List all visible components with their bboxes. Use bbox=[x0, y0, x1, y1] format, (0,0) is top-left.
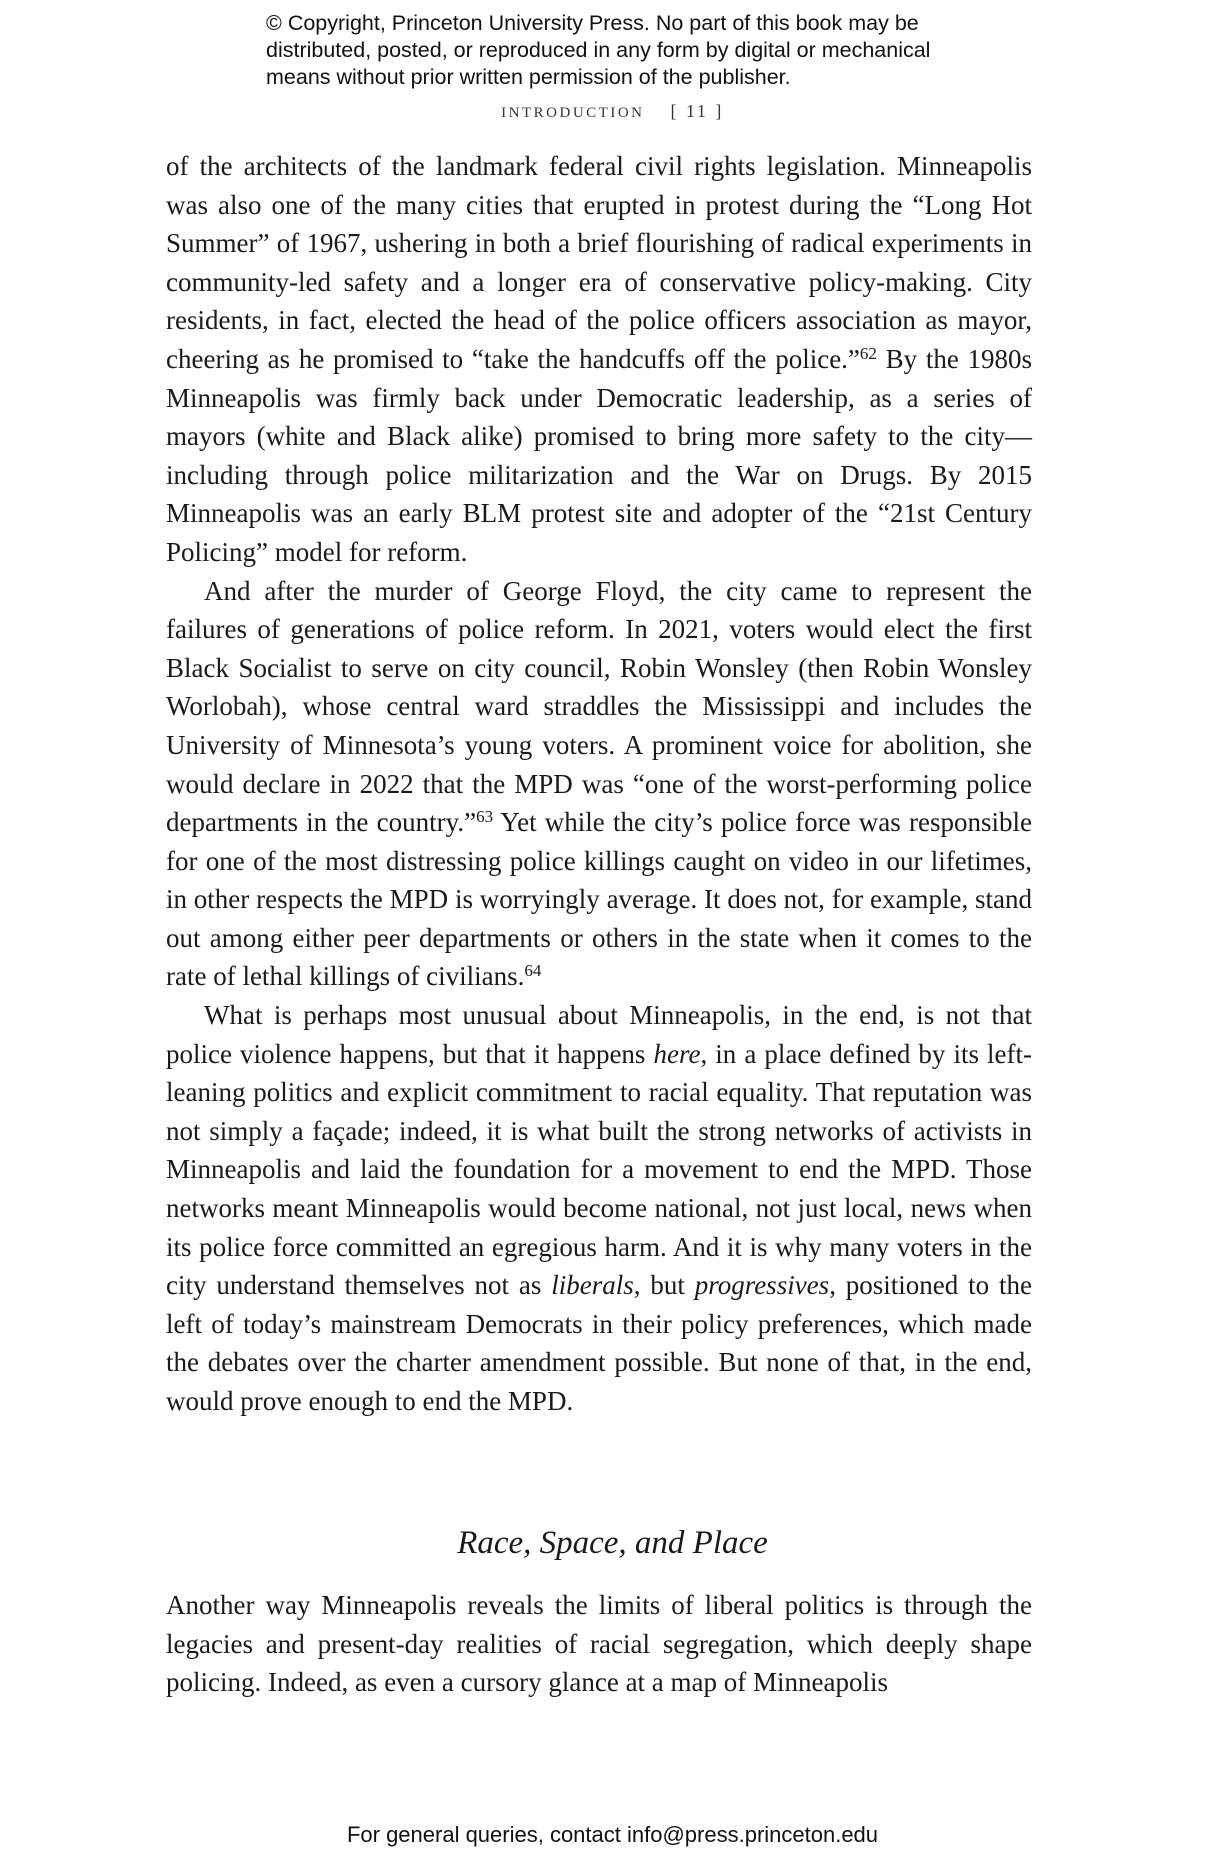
paragraph-2-text-b: Yet while the city’s police force was responsible for one of the most distressing police killings caught on video in our lifetimes, in other respects the MPD is worryingly average. It does not, for example, stand out among either peer departments or others in the state when it comes to the rate of lethal killings of civilians. bbox=[166, 807, 1032, 992]
footnote-ref-63[interactable]: 63 bbox=[476, 807, 494, 827]
paragraph-3-text-b: , in a place defined by its left-leaning politics and explicit commitment to racial equality. That reputation was not simply a façade; indeed, it is what built the strong networks of activists in Minneapolis and laid the foundation for a movement to end the MPD. Those networks meant Minneapolis would become national, not just local, news when its police force committed an egregious harm. And it is why many voters in the city understand themselves not as bbox=[166, 1038, 1032, 1301]
emphasis-progressives: progressives bbox=[694, 1270, 830, 1301]
running-head bbox=[0, 98, 1225, 123]
copyright-line-3: means without prior written permission of the publisher. bbox=[266, 65, 791, 89]
paragraph-1-text-a: of the architects of the landmark federal civil rights legislation. Minneapolis was also one of the many cities that erupted in protest during the “Long Hot Summer” of 1967, ushering in both a brief flourishing of radical experiments in community-led safety and a longer era of conservative policy-making. City residents, in fact, elected the head of the police officers association as mayor, cheering as he promised to “take the handcuffs off the police.” bbox=[166, 151, 1032, 374]
paragraph-4: Another way Minneapolis reveals the limits of liberal politics is through the legacies and present-day realities of racial segregation, which deeply shape policing. Indeed, as even a cursory glance at a map of Minneapolis bbox=[166, 1590, 1032, 1698]
paragraph-3 bbox=[166, 996, 1032, 1421]
body-text bbox=[166, 147, 1032, 1421]
paragraph-3-text-a: What is perhaps most unusual about Minneapolis, in the end, is not that police violence happens, but that it happens bbox=[166, 1000, 1032, 1069]
footnote-ref-62[interactable]: 62 bbox=[859, 343, 877, 363]
page-number: [ 11 ] bbox=[670, 101, 724, 121]
paragraph-3-text-c: , but bbox=[633, 1270, 695, 1301]
paragraph-1 bbox=[166, 147, 1032, 572]
footnote-ref-64[interactable]: 64 bbox=[524, 961, 542, 981]
emphasis-here: here bbox=[653, 1038, 701, 1069]
paragraph-2 bbox=[166, 572, 1032, 997]
running-head-section: introduction bbox=[501, 98, 645, 122]
copyright-line-1: © Copyright, Princeton University Press. No part of this book may be bbox=[266, 11, 919, 35]
paragraph-3-text-d: , positioned to the left of today’s mainstream Democrats in their policy preferences, which made the debates over the charter amendment possible. But none of that, in the end, would prove enough to end the MPD. bbox=[166, 1270, 1032, 1416]
footer-contact: For general queries, contact info@press.princeton.edu bbox=[346, 1822, 879, 1847]
copyright-notice bbox=[266, 10, 986, 91]
section-heading: Race, Space, and Place bbox=[457, 1525, 768, 1561]
paragraph-2-text-a: And after the murder of George Floyd, the city came to represent the failures of generations of police reform. In 2021, voters would elect the first Black Socialist to serve on city council, Robin Wonsley (then Robin Wonsley Worlobah), whose central ward straddles the Mississippi and includes the University of Minnesota’s young voters. A prominent voice for abolition, she would declare in 2022 that the MPD was “one of the worst-performing police departments in the country.” bbox=[166, 575, 1032, 838]
copyright-line-2: distributed, posted, or reproduced in any form by digital or mechanical bbox=[266, 38, 931, 62]
body-text-after-heading bbox=[166, 1586, 1032, 1702]
emphasis-liberals: liberals bbox=[551, 1270, 634, 1301]
paragraph-1-text-b: By the 1980s Minneapolis was firmly back under Democratic leadership, as a series of mayors (white and Black alike) promised to bring more safety to the city—including through police militarization and the War on Drugs. By 2015 Minneapolis was an early BLM protest site and adopter of the “21st Century Policing” model for reform. bbox=[166, 343, 1032, 567]
